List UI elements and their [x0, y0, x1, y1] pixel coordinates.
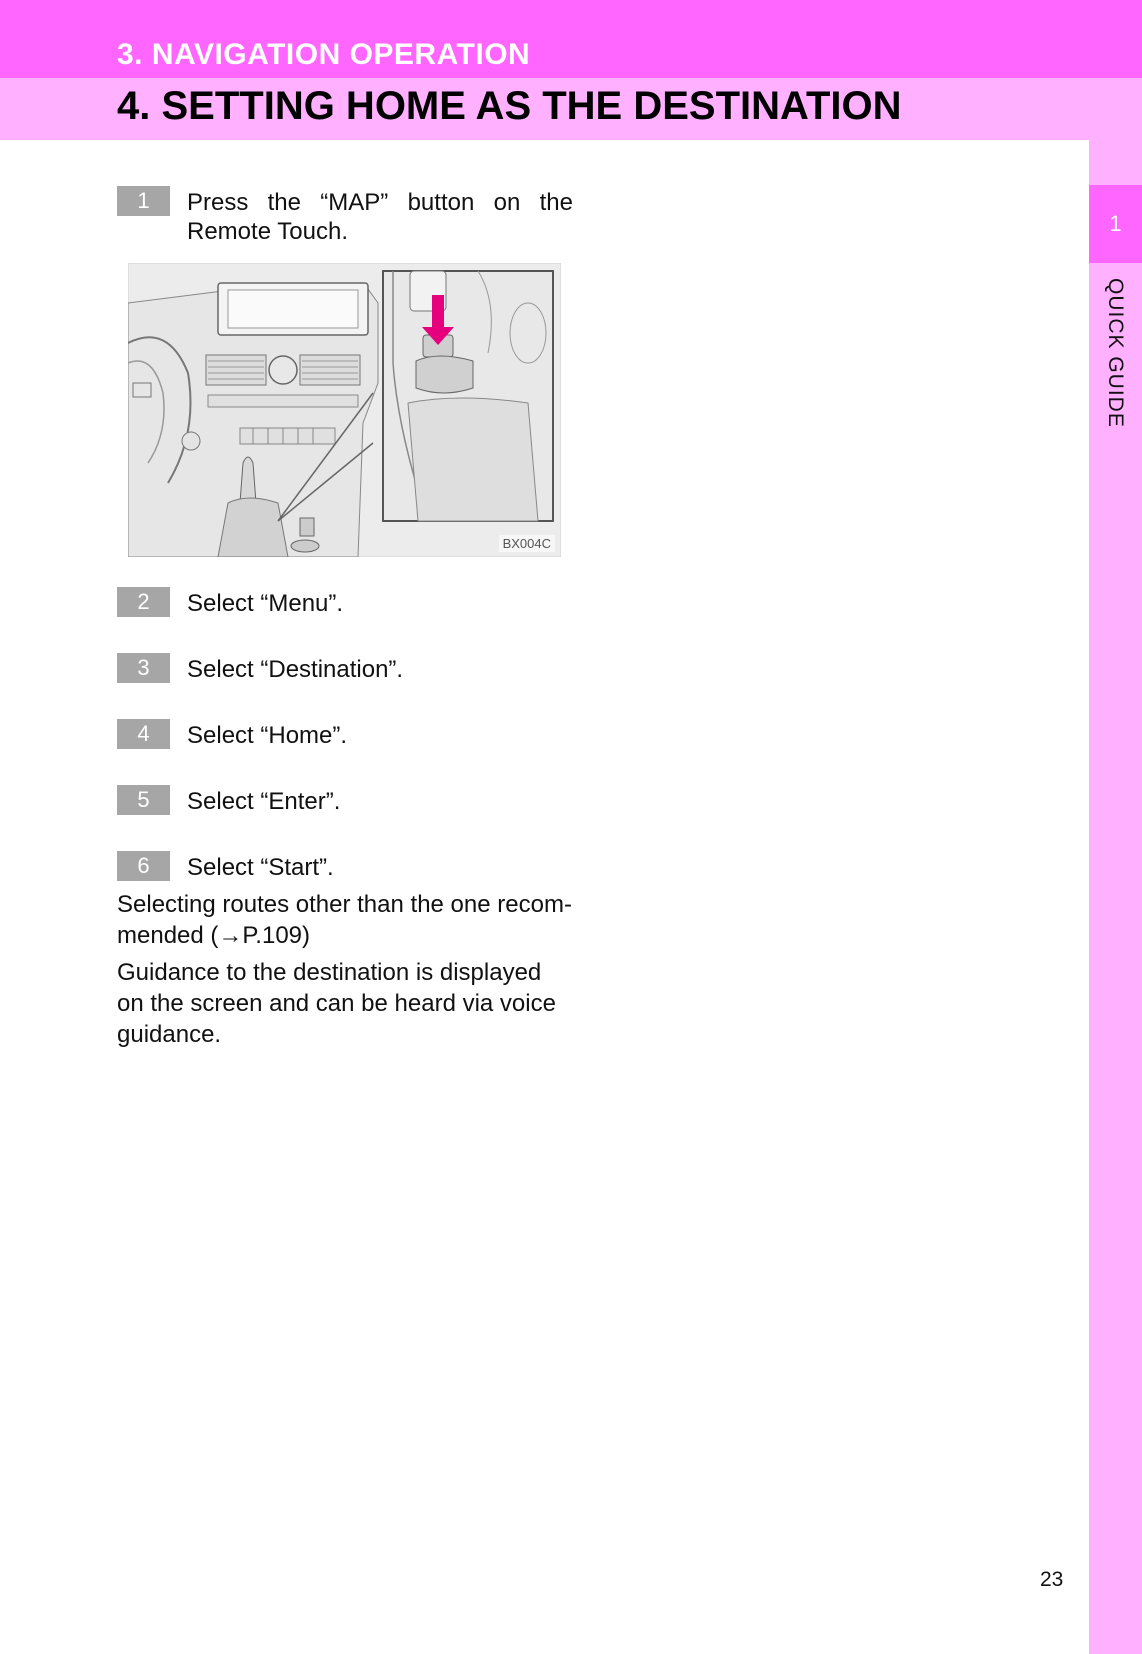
step-badge-6: 6 — [117, 851, 170, 881]
step-badge-4: 4 — [117, 719, 170, 749]
chapter-label: QUICK GUIDE — [1104, 278, 1127, 428]
page-number: 23 — [1040, 1568, 1064, 1591]
note-line: Selecting routes other than the one recom- — [117, 891, 572, 918]
step-5-text: Select “Enter”. — [187, 788, 341, 815]
step-3-text: Select “Destination”. — [187, 656, 404, 683]
guidance-note — [117, 957, 573, 1050]
step-badge-1: 1 — [117, 186, 170, 216]
note-line: Guidance to the destination is displayed — [117, 959, 542, 986]
chapter-number: 1 — [1109, 211, 1122, 236]
page-title: 4. SETTING HOME AS THE DESTINATION — [117, 84, 902, 128]
step-2-text: Select “Menu”. — [187, 590, 344, 617]
note-line: mended (→P.109) — [117, 922, 311, 949]
word: the — [267, 189, 302, 216]
chapter-tab[interactable] — [1089, 185, 1142, 263]
step-badge-2: 2 — [117, 587, 170, 617]
step-1-line-1 — [187, 188, 573, 217]
step-6-text: Select “Start”. — [187, 854, 334, 881]
word: on — [493, 189, 521, 216]
note-line: on the screen and can be heard via voice — [117, 990, 556, 1017]
step-1-line-2: Remote Touch. — [187, 218, 348, 245]
section-title: 3. NAVIGATION OPERATION — [117, 38, 531, 71]
alternate-routes-note — [117, 889, 573, 951]
dashboard-drawing — [128, 263, 561, 557]
step-badge-3: 3 — [117, 653, 170, 683]
note-line: guidance. — [117, 1021, 222, 1048]
step-4-text: Select “Home”. — [187, 722, 348, 749]
word: button — [407, 189, 475, 216]
word: Press — [187, 189, 249, 216]
remote-touch-illustration — [128, 263, 561, 557]
step-badge-5: 5 — [117, 785, 170, 815]
illustration-code: BX004C — [499, 535, 555, 552]
word: “MAP” — [320, 189, 389, 216]
word: the — [539, 189, 573, 216]
step-1-text — [187, 188, 573, 246]
